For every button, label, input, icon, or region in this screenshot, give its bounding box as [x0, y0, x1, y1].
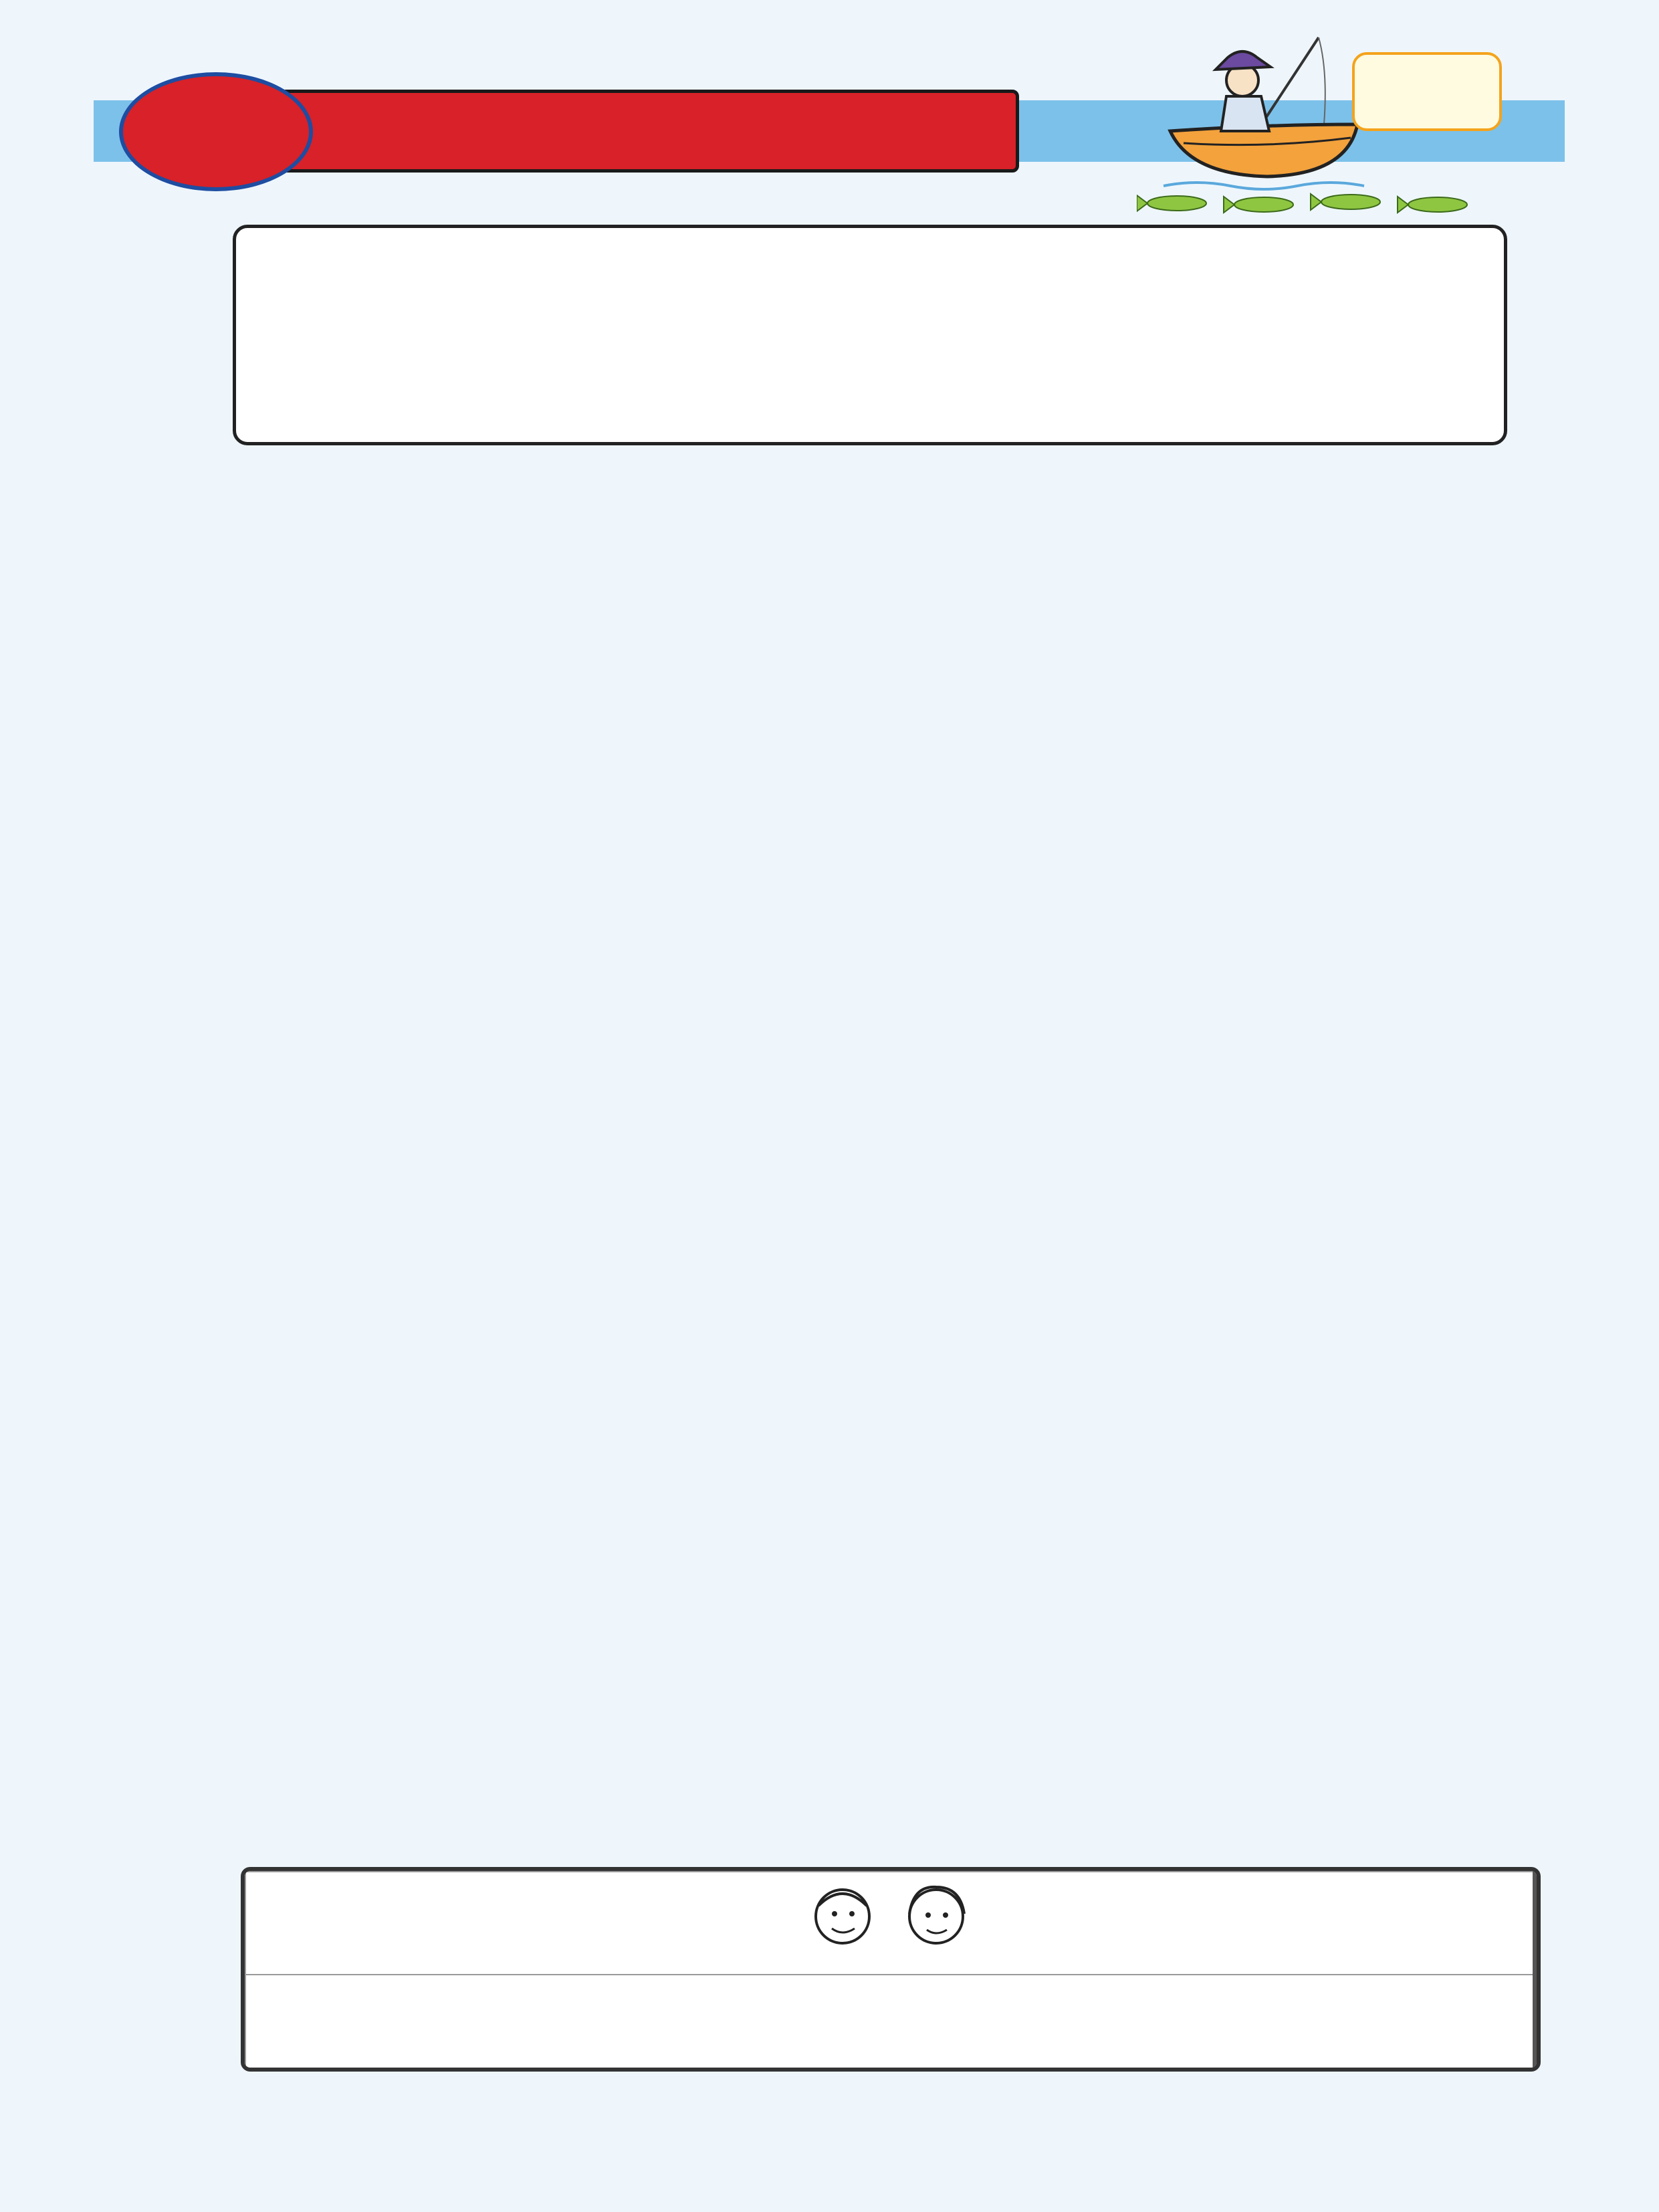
- fish-illustration: [1137, 186, 1484, 219]
- title-bar: [246, 90, 1019, 173]
- code-badge: [119, 72, 313, 191]
- add-two-table: [241, 1867, 1541, 2072]
- boats-picture: [233, 225, 1507, 445]
- add-two-label-cell: [245, 1975, 1535, 2072]
- fisherman-illustration: [1157, 31, 1377, 191]
- counting-blocks: [238, 1531, 760, 1575]
- children-faces-cell: [245, 1872, 1535, 1975]
- speech-bubble: [1352, 52, 1502, 131]
- children-faces-icon: [789, 1872, 990, 1959]
